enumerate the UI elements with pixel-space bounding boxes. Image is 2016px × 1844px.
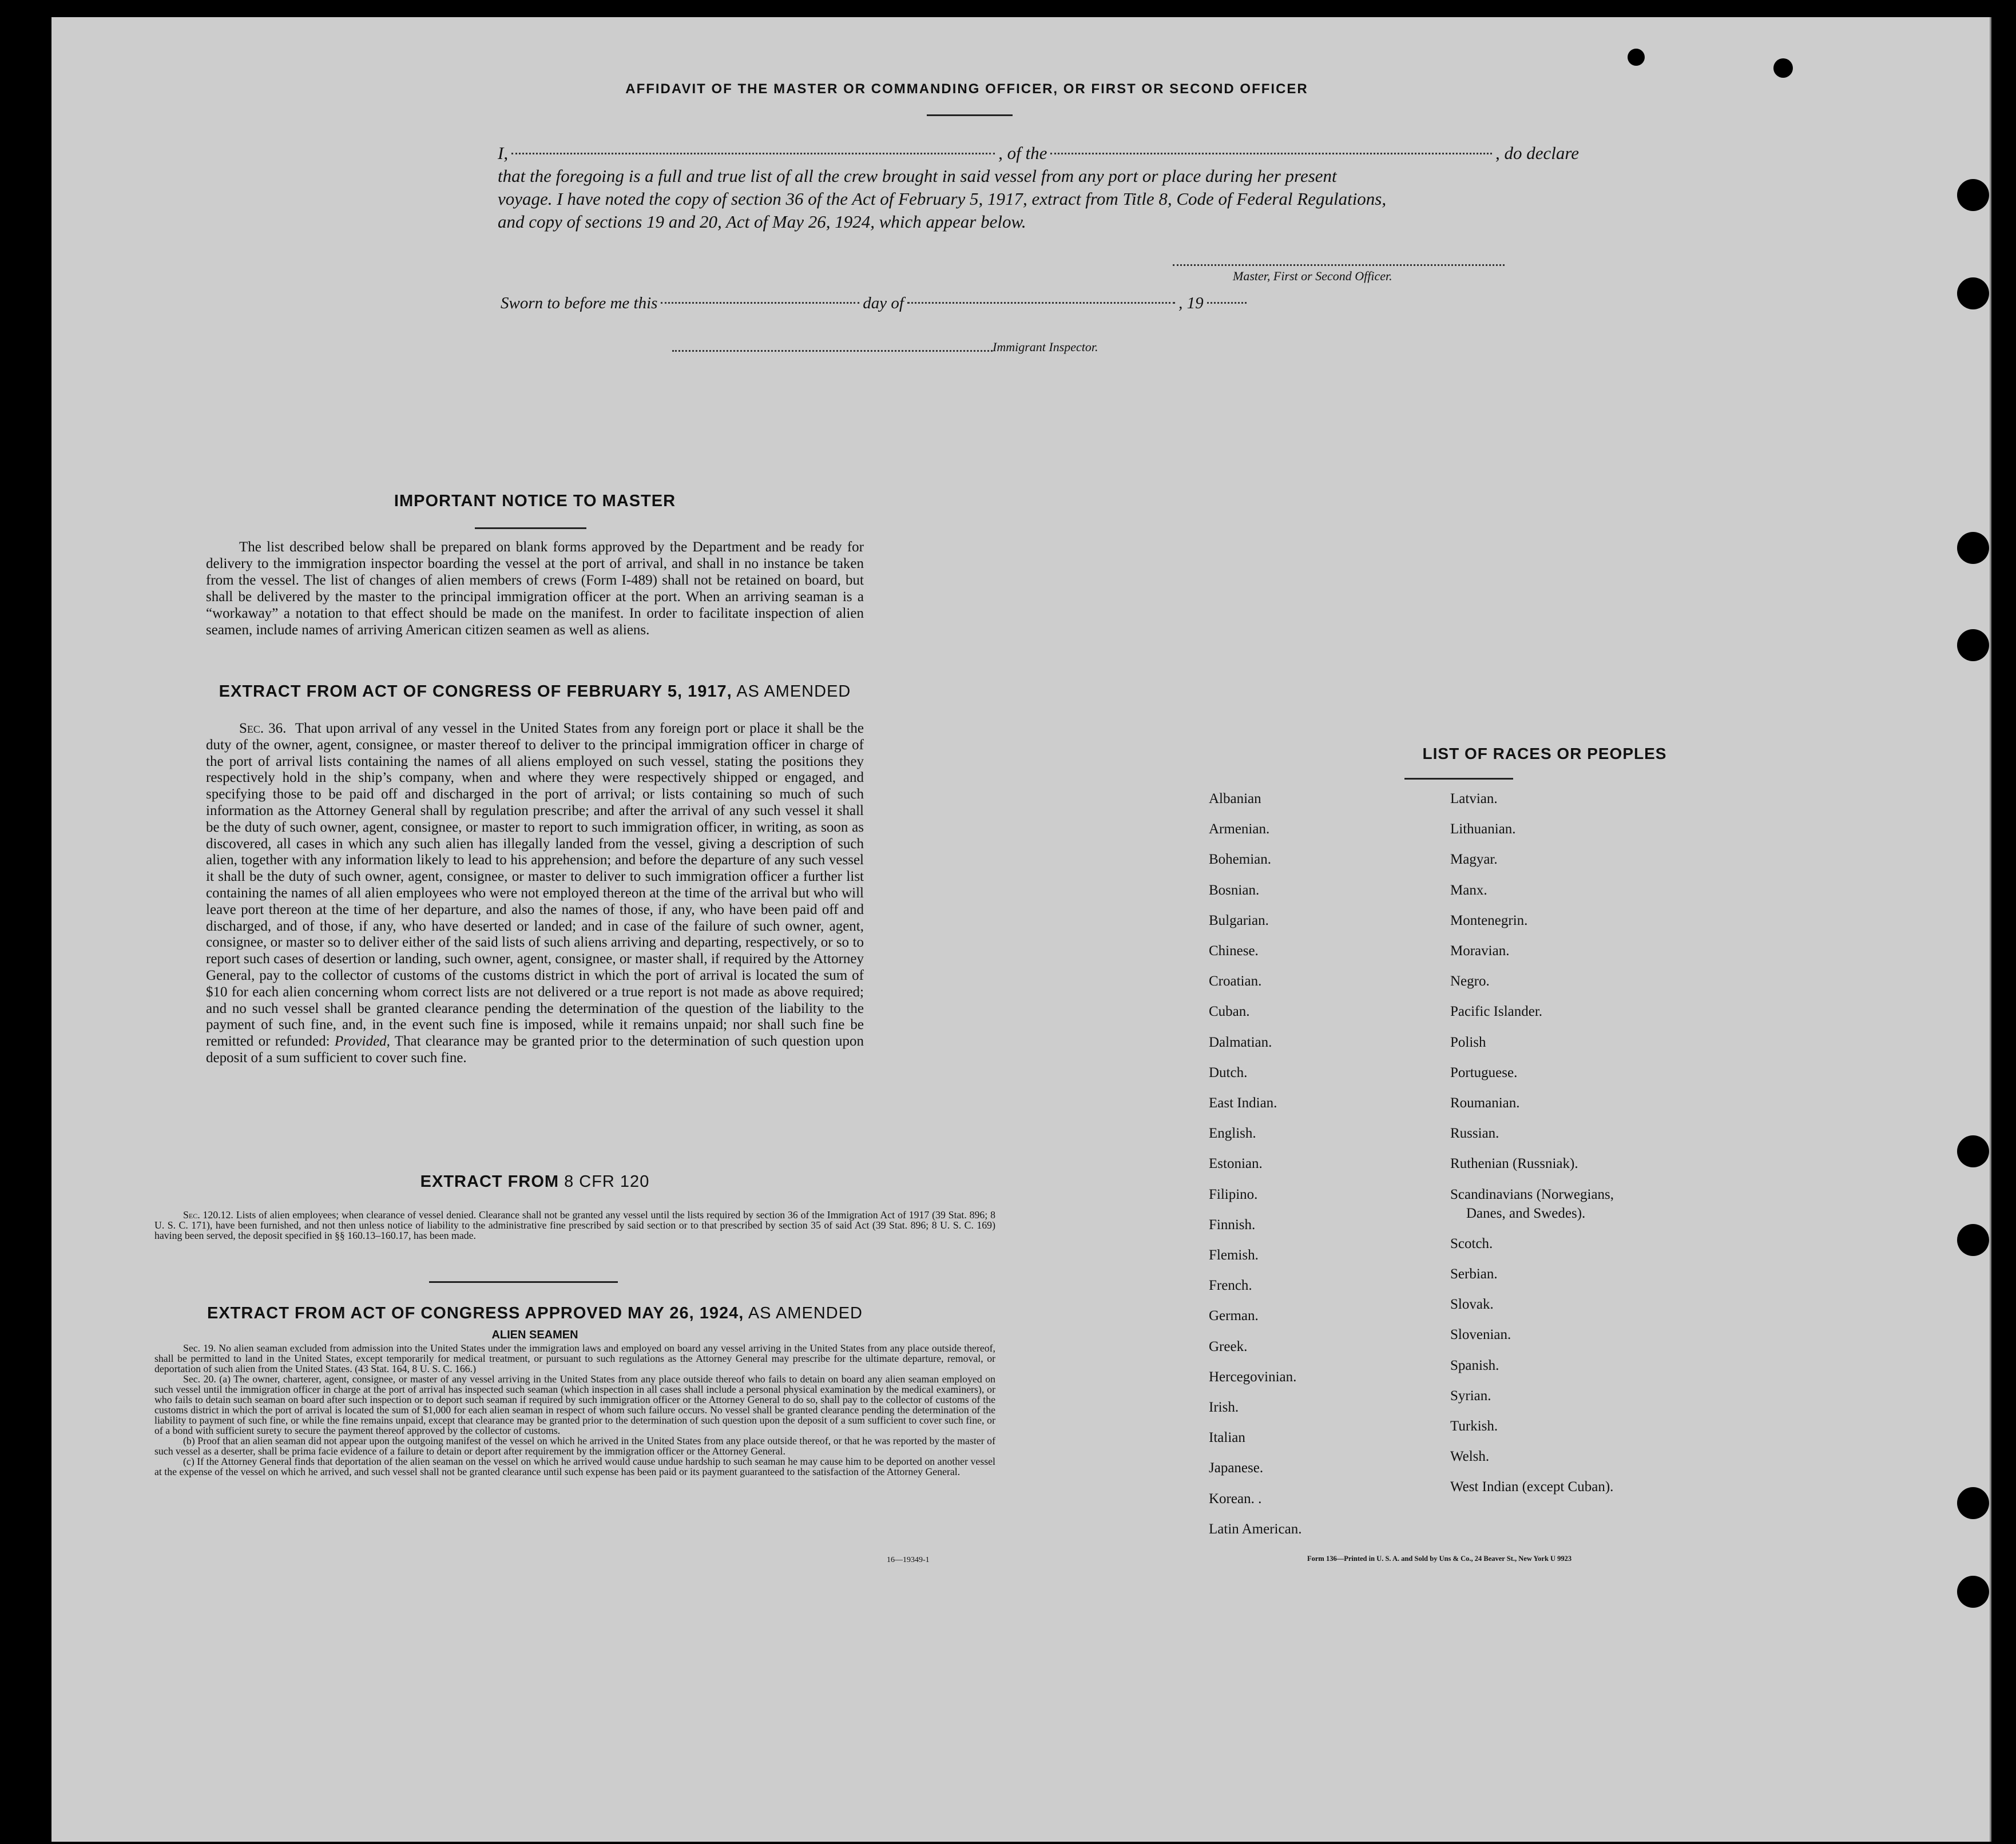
binder-hole xyxy=(1957,179,1989,211)
name-blank xyxy=(511,153,995,154)
race-item: Slovenian. xyxy=(1450,1327,1511,1343)
race-item: Welsh. xyxy=(1450,1449,1490,1465)
race-item: Russian. xyxy=(1450,1126,1499,1142)
affidavit-line-3: voyage. I have noted the copy of section 36 of the Act of February 5, 1917, extract from Title 8, Code of Federal Regulations, xyxy=(498,189,1387,209)
master-signature-line xyxy=(1173,264,1505,266)
extract-cfr-title-rest: 8 CFR 120 xyxy=(559,1173,650,1191)
binder-hole xyxy=(1957,277,1989,309)
affidavit-line-4: and copy of sections 19 and 20, Act of May 26, 1924, which appear below. xyxy=(498,212,1026,232)
race-item: Irish. xyxy=(1209,1400,1239,1415)
race-item: West Indian (except Cuban). xyxy=(1450,1479,1614,1495)
race-item: French. xyxy=(1209,1278,1252,1294)
binder-hole xyxy=(1957,1224,1989,1256)
affidavit-of-the: , of the xyxy=(998,143,1047,163)
binder-hole xyxy=(1957,532,1989,564)
race-item: Bosnian. xyxy=(1209,882,1260,898)
section-120-body: Lists of alien employees; when clearance of vessel denied. Clearance shall not be granted any vessel until the lists required by section 36 of the Immigration Act of 1917 (39 Stat. 896; 8 U. S. C. 171), have been furnished, and not then unless notice of liability to the administrative fine prescribed by said section or to that prescribed by section 35 of said Act (39 Stat. 896; 8 U. S. C. 169) having been served, the deposit specified in §§ 160.13–160.17, has been made. xyxy=(154,1209,995,1241)
affidavit-declaration-line xyxy=(498,142,1579,165)
sworn-text: Sworn to before me this xyxy=(501,294,658,312)
day-blank xyxy=(661,302,859,304)
sworn-line xyxy=(501,292,1250,315)
extract-cfr-text xyxy=(154,1210,995,1241)
notice-title: IMPORTANT NOTICE TO MASTER xyxy=(394,492,676,510)
race-item: Latvian. xyxy=(1450,791,1498,806)
race-item: Pacific Islander. xyxy=(1450,1004,1543,1020)
race-item: Roumanian. xyxy=(1450,1095,1520,1111)
provided-word: Provided, xyxy=(334,1034,390,1050)
race-item: Bohemian. xyxy=(1209,852,1272,868)
ink-spot xyxy=(1628,49,1645,66)
form-code: 16—19349-1 xyxy=(887,1556,930,1564)
binder-hole xyxy=(1957,1487,1989,1519)
race-item: German. xyxy=(1209,1308,1259,1324)
notice-divider xyxy=(475,527,586,529)
race-item: Ruthenian (Russniak). xyxy=(1450,1156,1578,1172)
binder-hole xyxy=(1957,1135,1989,1167)
extract-1917-title-bold: EXTRACT FROM ACT OF CONGRESS OF FEBRUARY 5, 1917, xyxy=(219,682,732,701)
race-item: Hercegovinian. xyxy=(1209,1369,1297,1385)
section-36-label: Sec. 36. xyxy=(239,721,287,736)
document-page xyxy=(51,17,1991,1842)
affidavit-line-2: that the foregoing is a full and true list of all the crew brought in said vessel from any port or place during her present xyxy=(498,166,1337,186)
extract-1917-title xyxy=(206,682,864,701)
race-item: Japanese. xyxy=(1209,1460,1264,1476)
race-item: Cuban. xyxy=(1209,1004,1250,1020)
race-item: Dutch. xyxy=(1209,1064,1248,1080)
extract-1917-text xyxy=(206,721,864,1067)
extract-1924-text xyxy=(154,1343,995,1477)
race-item: Serbian. xyxy=(1450,1266,1498,1282)
race-item: Chinese. xyxy=(1209,943,1259,959)
binder-hole xyxy=(1957,629,1989,661)
ink-spot xyxy=(1773,58,1793,78)
alien-seamen-subtitle: ALIEN SEAMEN xyxy=(491,1329,578,1341)
race-item: Italian xyxy=(1209,1430,1245,1446)
race-item: Scotch. xyxy=(1450,1235,1493,1251)
section-120-label: Sec. 120.12. xyxy=(183,1209,233,1221)
race-item: Albanian xyxy=(1209,791,1261,806)
race-item: Montenegrin. xyxy=(1450,912,1528,928)
race-item: Turkish. xyxy=(1450,1418,1498,1434)
extract-1917-title-rest: AS AMENDED xyxy=(732,682,851,701)
page-edge xyxy=(1990,17,1991,1842)
race-item: Magyar. xyxy=(1450,852,1498,868)
section-36-body: That upon arrival of any vessel in the United States from any foreign port or place it shall be the duty of the owner, agent, consignee, or master thereof to deliver to the principal immigration officer in charge of the port of arrival lists containing the names of all aliens employed on such vessel, stating the positions they respectively hold in the ship’s company, when and where they were respectively shipped or engaged, and specifying those to be paid off and discharged in the port of arrival; or lists containing so much of such information as the Attorney General shall by regulation prescribe; and after the arrival of any such vessel it shall be the duty of such owner, agent, consignee, or master to report to such immigration officer, in writing, as soon as discovered, all cases in which any such alien has illegally landed from the vessel, giving a description of such alien, together with any information likely to lead to his apprehension; and before the departure of any such vessel it shall be the duty of such owner, agent, consignee, or master to deliver to such immigration officer a further list containing the names of all alien employees who were not employed thereon at the time of the arrival but who will leave port thereon at the time of her departure, and also the names of those, if any, who have been paid off and discharged, and of those, if any, who have deserted or landed; and in case of the failure of such owner, agent, consignee, or master so to deliver either of the said lists of such aliens arriving and departing, respectively, or so to report such cases of desertion or landing, such owner, agent, consignee, or master shall, if required by the Attorney General, pay to the collector of customs of the customs district in which the port of arrival is located the sum of $10 for each alien concerning whom correct lists are not delivered or a true report is not made as above required; and no such vessel shall be granted clearance pending the determination of the question of the liability to the payment of such fine, and, in the event such fine is imposed, while it remains unpaid; nor shall such fine be remitted or refunded: xyxy=(206,721,864,1050)
race-item: Danes, and Swedes). xyxy=(1466,1205,1586,1221)
extract-1924-title-rest: AS AMENDED xyxy=(744,1304,863,1322)
title-divider xyxy=(927,114,1013,116)
binder-hole xyxy=(1957,1576,1989,1608)
vessel-blank xyxy=(1050,153,1492,154)
race-item: Latin American. xyxy=(1209,1521,1302,1537)
extract-1924-title-bold: EXTRACT FROM ACT OF CONGRESS APPROVED MAY 26, 1924, xyxy=(207,1304,744,1322)
master-signature-caption: Master, First or Second Officer. xyxy=(1233,269,1392,283)
race-item: Negro. xyxy=(1450,973,1490,989)
race-item: Filipino. xyxy=(1209,1186,1258,1202)
inspector-signature-line xyxy=(672,350,993,352)
race-item: Dalmatian. xyxy=(1209,1034,1272,1050)
race-item: Moravian. xyxy=(1450,943,1510,959)
race-item: Estonian. xyxy=(1209,1156,1263,1172)
inspector-caption: Immigrant Inspector. xyxy=(993,340,1098,354)
affidavit-do-declare: , do declare xyxy=(1495,143,1579,163)
race-item: Bulgarian. xyxy=(1209,912,1269,928)
race-item: Spanish. xyxy=(1450,1357,1499,1373)
month-blank xyxy=(907,302,1175,304)
section-19: Sec. 19. No alien seaman excluded from admission into the United States under the immigration laws and employed on board any vessel arriving in the United States from any place outside thereof, shall be permitted to land in the United States, except temporarily for medical treatment, or pursuant to such regulations as the Attorney General may prescribe for the ultimate departure, removal, or deportation of such alien from the United States. (43 Stat. 164, 8 U. S. C. 166.) xyxy=(154,1342,995,1374)
race-item: Korean. . xyxy=(1209,1491,1262,1507)
affidavit-title: AFFIDAVIT OF THE MASTER OR COMMANDING OFFICER, OR FIRST OR SECOND OFFICER xyxy=(625,81,1308,97)
race-item: Armenian. xyxy=(1209,821,1270,837)
day-of-text: day of xyxy=(863,294,904,312)
race-item: Flemish. xyxy=(1209,1247,1259,1263)
race-item: Polish xyxy=(1450,1034,1486,1050)
notice-text: The list described below shall be prepared on blank forms approved by the Department and be ready for delivery to the immigration inspector boarding the vessel at the port of arrival, and shall in no instance be taken from the vessel. The list of changes of alien members of crews (Form I-489) shall not be retained on board, but shall be delivered by the master to the principal immigration officer at the port. When an arriving seaman is a “workaway” a notation to that effect should be made on the manifest. In order to facilitate inspection of alien seamen, include names of arriving American citizen seamen as well as aliens. xyxy=(206,539,864,638)
printer-footer: Form 136—Printed in U. S. A. and Sold by Uns & Co., 24 Beaver St., New York U 9923 xyxy=(1307,1555,1572,1563)
cfr-divider xyxy=(429,1281,618,1283)
race-item: Greek. xyxy=(1209,1338,1248,1354)
race-item: Croatian. xyxy=(1209,973,1262,989)
race-item: Portuguese. xyxy=(1450,1064,1518,1080)
race-item: Syrian. xyxy=(1450,1388,1491,1404)
section-36-end: That clearance may be granted prior to the determination of such question upon deposit of a sum sufficient to cover such fine. xyxy=(206,1034,864,1066)
section-20b: (b) Proof that an alien seaman did not appear upon the outgoing manifest of the vessel on which he arrived in the United States from any place outside thereof, or that he was reported by the master of such vessel as a deserter, shall be prima facie evidence of a failure to detain or deport after requirement by the immigration officer or the Attorney General. xyxy=(154,1435,995,1457)
race-item: Lithuanian. xyxy=(1450,821,1516,837)
race-item: Scandinavians (Norwegians, xyxy=(1450,1186,1614,1202)
races-title: LIST OF RACES OR PEOPLES xyxy=(1422,745,1667,762)
race-item: English. xyxy=(1209,1126,1256,1142)
race-item: Manx. xyxy=(1450,882,1487,898)
year-blank xyxy=(1207,302,1247,304)
extract-cfr-title xyxy=(206,1173,864,1191)
race-item: Slovak. xyxy=(1450,1297,1494,1313)
races-divider xyxy=(1404,778,1513,780)
race-item: Finnish. xyxy=(1209,1217,1256,1233)
section-20a: Sec. 20. (a) The owner, charterer, agent, consignee, or master of any vessel arriving in the United States from any place outside thereof who fails to detain on board any alien seaman employed on such vessel until the immigration officer in charge at the port of arrival has inspected such seaman (which inspection in all cases shall include a personal physical examination by the medical examiners), or who fails to detain such seaman on board after such inspection or to deport such seaman if required by such immigration officer or the Attorney General to do so, shall pay to the collector of customs of the customs district in which the port of arrival is located the sum of $1,000 for each alien seaman in respect of whom such failure occurs. No vessel shall be granted clearance pending the determination of the liability to payment of such fine, or while the fine remains unpaid, except that clearance may be granted prior to the determination of such question upon the deposit of a sum sufficient to cover such fine, or of a bond with sufficient surety to secure the payment thereof approved by the collector of customs. xyxy=(154,1373,995,1436)
extract-1924-title xyxy=(206,1304,864,1323)
year-text: , 19 xyxy=(1178,294,1204,312)
extract-cfr-title-bold: EXTRACT FROM xyxy=(420,1173,559,1191)
section-20c: (c) If the Attorney General finds that deportation of the alien seaman on the vessel on which he arrived would cause undue hardship to such seaman he may cause him to be deported on another vessel at the expense of the vessel on which he arrived, and such vessel shall not be granted clearance until such expense has been paid or its payment guaranteed to the satisfaction of the Attorney General. xyxy=(154,1456,995,1477)
affidavit-i: I, xyxy=(498,143,509,163)
race-item: East Indian. xyxy=(1209,1095,1277,1111)
